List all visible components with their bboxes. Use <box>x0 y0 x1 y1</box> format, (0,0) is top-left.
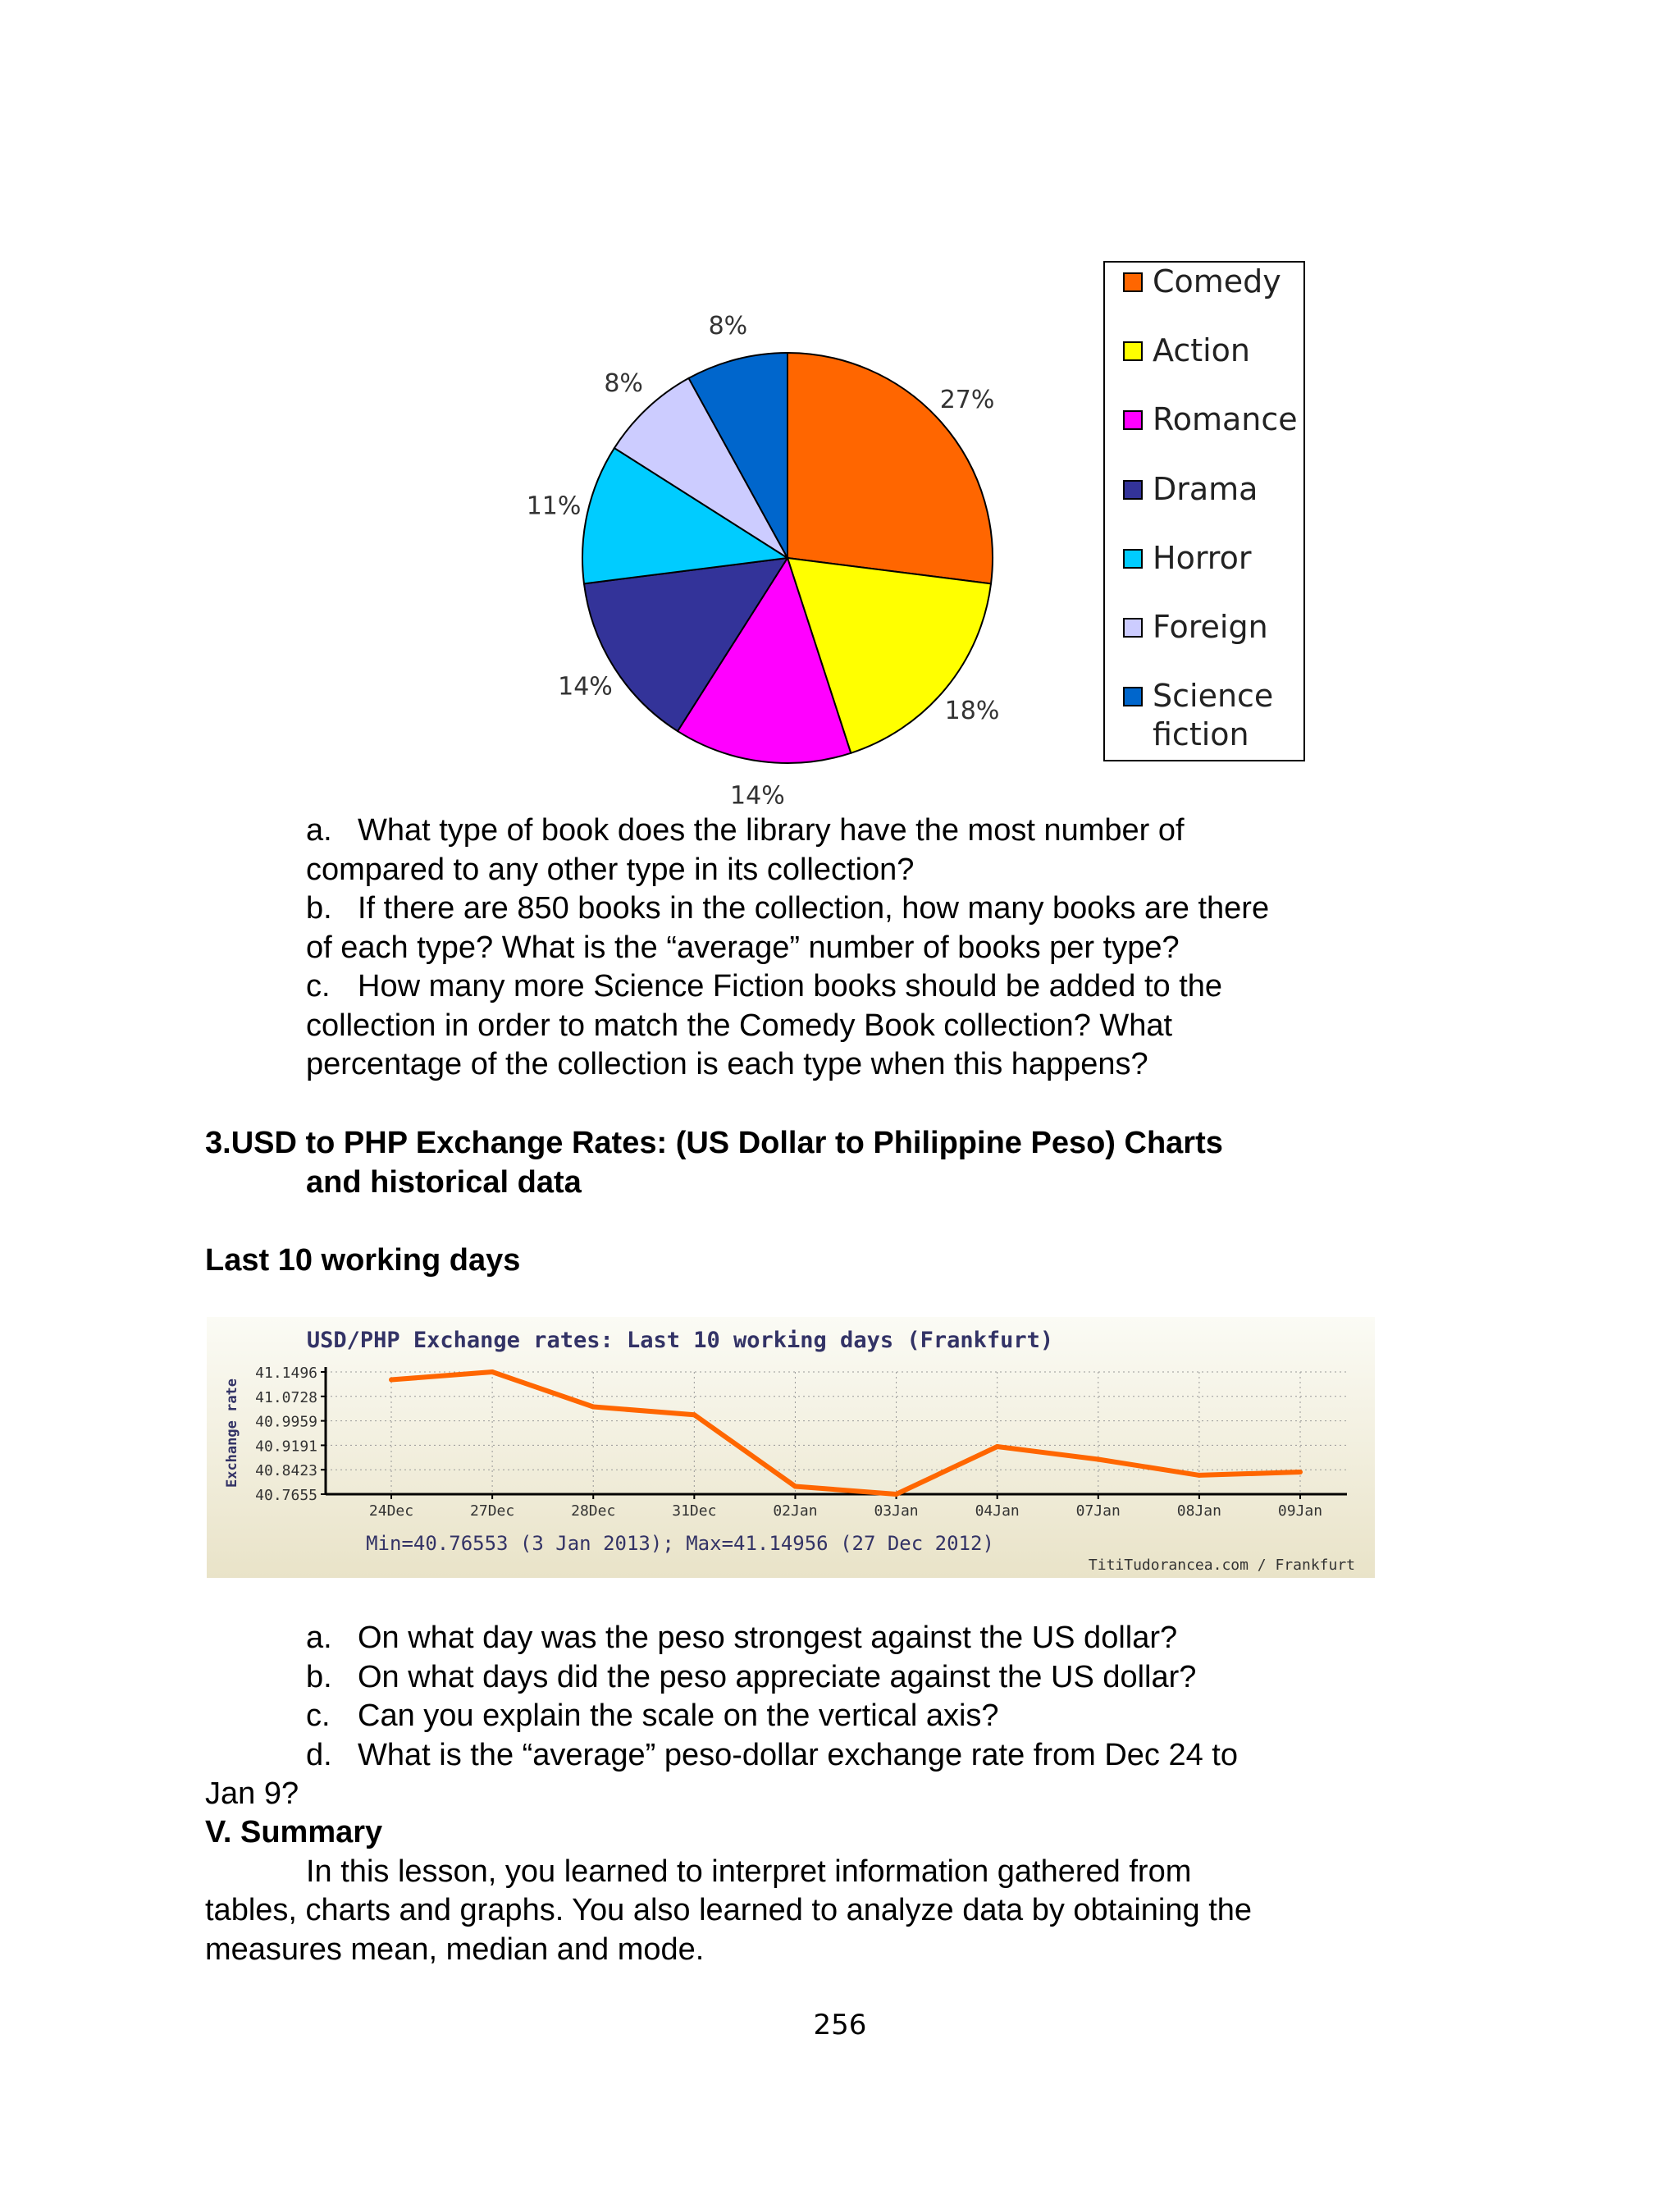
legend-item-horror <box>1123 539 1251 578</box>
rate-point <box>692 1412 696 1417</box>
question-2d-cont: Jan 9? <box>205 1776 299 1811</box>
rate-point <box>894 1492 899 1497</box>
summary-heading: V. Summary <box>205 1815 383 1849</box>
pie-chart-figure <box>492 246 1329 804</box>
rate-point <box>490 1369 495 1374</box>
rate-point <box>1096 1457 1101 1462</box>
legend-swatch <box>1123 687 1143 706</box>
y-tick-label: 40.7655 <box>255 1487 317 1504</box>
question-2b: b. On what days did the peso appreciate against the US dollar? <box>306 1660 1197 1694</box>
rate-point <box>995 1444 1000 1449</box>
x-tick-label: 07Jan <box>1075 1502 1121 1520</box>
exchange-rate-chart <box>207 1317 1375 1578</box>
x-tick-label: 08Jan <box>1176 1502 1221 1520</box>
x-tick-label: 02Jan <box>773 1502 818 1520</box>
question-c: c. How many more Science Fiction books should be added to the <box>306 969 1223 1004</box>
legend-label: Comedy <box>1153 263 1281 299</box>
rate-point <box>591 1405 596 1410</box>
legend-swatch <box>1123 480 1143 500</box>
x-tick-label: 24Dec <box>368 1502 414 1520</box>
question-a-cont: compared to any other type in its collection? <box>306 853 915 887</box>
x-tick-label: 09Jan <box>1277 1502 1323 1520</box>
legend-swatch <box>1123 618 1143 638</box>
summary-line-1: In this lesson, you learned to interpret information gathered from <box>306 1854 1192 1889</box>
legend-item-comedy <box>1123 263 1281 301</box>
pie-chart <box>492 246 1099 804</box>
legend-swatch <box>1123 410 1143 430</box>
legend-item-science <box>1123 677 1273 754</box>
question-a: a. What type of book does the library have the most number of <box>306 813 1185 848</box>
chart-source: TitiTudorancea.com / Frankfurt <box>1088 1557 1355 1574</box>
rate-point <box>1298 1470 1303 1474</box>
rate-point <box>792 1484 797 1488</box>
legend-item-action <box>1123 331 1250 370</box>
legend-label: Foreign <box>1153 609 1268 645</box>
y-axis-label: Exchange rate <box>224 1378 240 1488</box>
legend-label: Drama <box>1153 471 1258 507</box>
legend-swatch <box>1123 549 1143 569</box>
question-2a: a. On what day was the peso strongest against the US dollar? <box>306 1621 1178 1655</box>
x-tick-label: 04Jan <box>975 1502 1020 1520</box>
legend-item-foreign <box>1123 608 1268 647</box>
legend-item-drama <box>1123 470 1258 509</box>
y-tick-label: 40.8423 <box>255 1462 317 1480</box>
chart-title: USD/PHP Exchange rates: Last 10 working days (Frankfurt) <box>306 1328 1054 1353</box>
pie-label-comedy: 27% <box>939 385 995 414</box>
legend-label: Action <box>1153 332 1251 368</box>
question-c-cont-1: collection in order to match the Comedy Book collection? What <box>306 1008 1173 1043</box>
legend-label: Horror <box>1153 540 1252 576</box>
x-tick-label: 27Dec <box>470 1502 515 1520</box>
exchange-rate-line-chart <box>207 1317 1375 1578</box>
legend-swatch <box>1123 341 1143 361</box>
pie-legend <box>1103 261 1305 761</box>
legend-swatch <box>1123 272 1143 292</box>
legend-label: Romance <box>1153 401 1298 437</box>
pie-label-drama: 14% <box>558 672 613 702</box>
rate-point <box>1197 1473 1202 1478</box>
pie-label-horror: 11% <box>526 491 582 521</box>
pie-label-foreign: 8% <box>604 369 643 399</box>
legend-label: Science fiction <box>1153 678 1274 752</box>
pie-label-romance: 14% <box>730 781 785 804</box>
x-tick-label: 31Dec <box>672 1502 717 1520</box>
legend-item-romance <box>1123 400 1298 439</box>
question-b: b. If there are 850 books in the collection, how many books are there <box>306 891 1270 926</box>
pie-label-science-fiction: 8% <box>708 312 748 341</box>
page-number: 256 <box>813 2009 867 2041</box>
rate-point <box>389 1378 394 1383</box>
summary-line-2: tables, charts and graphs. You also learned to analyze data by obtaining the <box>205 1893 1253 1927</box>
question-2d: d. What is the “average” peso-dollar exchange rate from Dec 24 to <box>306 1738 1238 1772</box>
y-tick-label: 40.9959 <box>255 1413 317 1431</box>
summary-line-3: measures mean, median and mode. <box>205 1932 705 1967</box>
section-3-subheading: Last 10 working days <box>205 1243 521 1278</box>
chart-min-max: Min=40.76553 (3 Jan 2013); Max=41.14956 (27 Dec 2012) <box>366 1532 994 1555</box>
question-c-cont-2: percentage of the collection is each type when this happens? <box>306 1047 1148 1081</box>
question-b-cont: of each type? What is the “average” number of books per type? <box>306 930 1180 965</box>
y-tick-label: 41.1496 <box>255 1365 317 1382</box>
pie-label-action: 18% <box>944 697 1000 726</box>
y-tick-label: 40.9191 <box>255 1438 317 1456</box>
y-tick-label: 41.0728 <box>255 1388 317 1406</box>
x-tick-label: 03Jan <box>874 1502 919 1520</box>
question-2c: c. Can you explain the scale on the vertical axis? <box>306 1699 999 1733</box>
x-tick-label: 28Dec <box>571 1502 616 1520</box>
